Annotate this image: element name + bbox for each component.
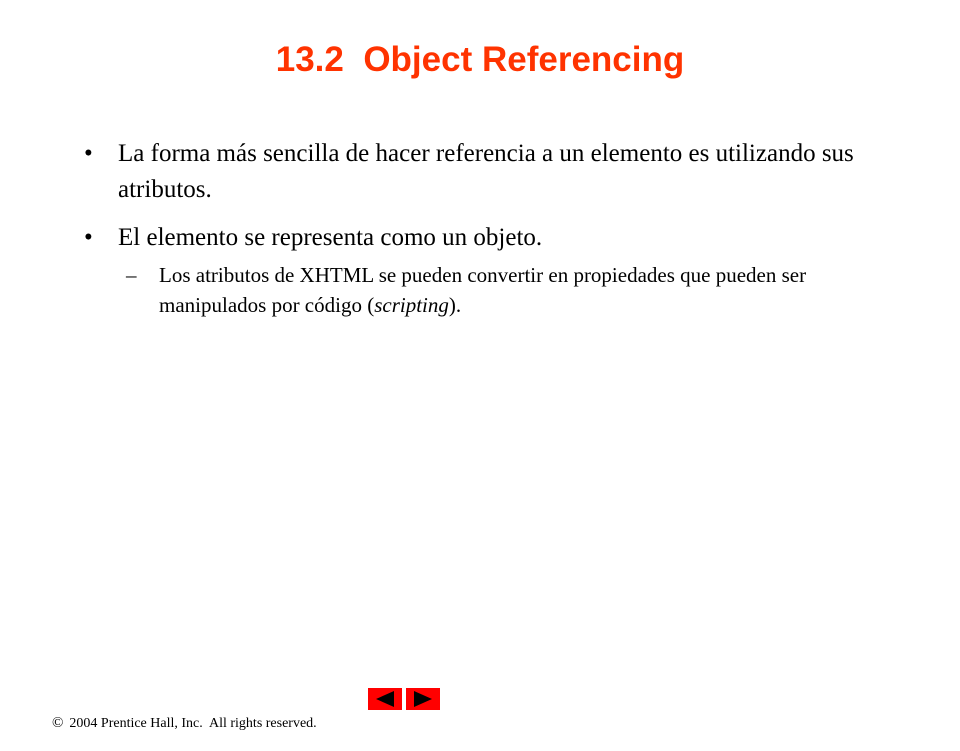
bullet-text: La forma más sencilla de hacer referencia a un elemento es utilizando sus atributos. <box>118 140 854 203</box>
bullet-marker: • <box>84 140 93 167</box>
next-slide-button[interactable] <box>406 688 440 710</box>
arrow-left-icon <box>368 688 402 710</box>
sub-bullet-emphasis: scripting <box>374 293 449 317</box>
copyright-symbol: © <box>52 715 64 731</box>
bullet-item <box>84 136 884 208</box>
bullet-text: El elemento se representa como un objeto. <box>118 224 543 251</box>
arrow-right-icon <box>406 688 440 710</box>
slide-content <box>84 136 884 320</box>
bullet-item <box>84 220 884 256</box>
previous-slide-button[interactable] <box>368 688 402 710</box>
copyright-text: 2004 Prentice Hall, Inc. All rights reserved. <box>69 716 317 731</box>
sub-bullet-item <box>84 260 879 320</box>
sub-bullet-text: Los atributos de XHTML se pueden convertir en propiedades que pueden ser manipulados por código ( <box>159 263 807 317</box>
slide-title: 13.2 Object Referencing <box>275 40 685 79</box>
bullet-marker: • <box>84 224 93 251</box>
footer-copyright <box>38 696 317 751</box>
sub-bullet-marker: – <box>126 263 137 287</box>
sub-bullet-text-end: ). <box>448 293 462 317</box>
